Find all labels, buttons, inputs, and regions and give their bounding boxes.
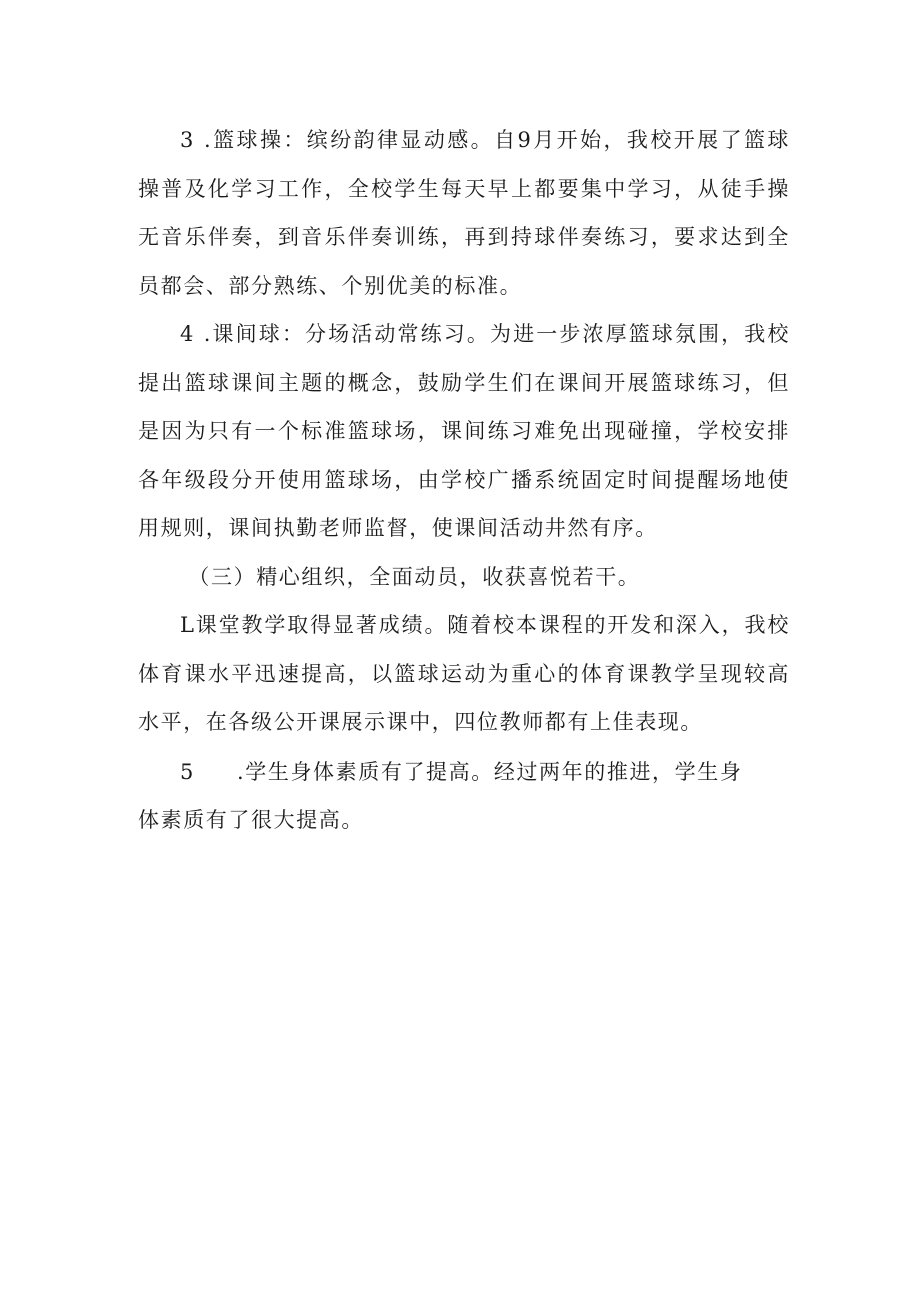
section-heading-three: （三）精心组织，全面动员，收获喜悦若干。: [188, 564, 641, 589]
item-number: 5: [180, 759, 195, 784]
paragraph-physical-fitness-line1: [138, 748, 790, 797]
document-body: [138, 116, 790, 845]
paragraph-classroom-teaching: L课堂教学取得显著成绩。随着校本课程的开发和深入，我校体育课水平迅速提高，以篮球运动为重心的体育课教学呈现较高水平，在各级公开课展示课中，四位教师都有上佳表现。: [138, 613, 790, 734]
paragraph-recess-basketball: 4 .课间球：分场活动常练习。为进一步浓厚篮球氛围，我校提出篮球课间主题的概念，鼓励学生们在课间开展篮球练习，但是因为只有一个标准篮球场，课间练习难免出现碰撞，学校安排各年级段分开使用篮球场，由学校广播系统固定时间提醒场地使用规则，课间执勤老师监督，使课间活动井然有序。: [138, 322, 790, 540]
line1-text: .学生身体素质有了提高。经过两年的推进，学生身: [236, 759, 743, 784]
paragraph-physical-fitness: [138, 748, 790, 845]
paragraph-basketball-exercise: 3 .篮球操：缤纷韵律显动感。自9月开始，我校开展了篮球操普及化学习工作，全校学生每天早上都要集中学习，从徒手操无音乐伴奏，到音乐伴奏训练，再到持球伴奏练习，要求达到全员都会、部分熟练、个别优美的标准。: [138, 128, 790, 298]
paragraph-physical-fitness-line2: 体素质有了很大提高。: [138, 808, 364, 832]
